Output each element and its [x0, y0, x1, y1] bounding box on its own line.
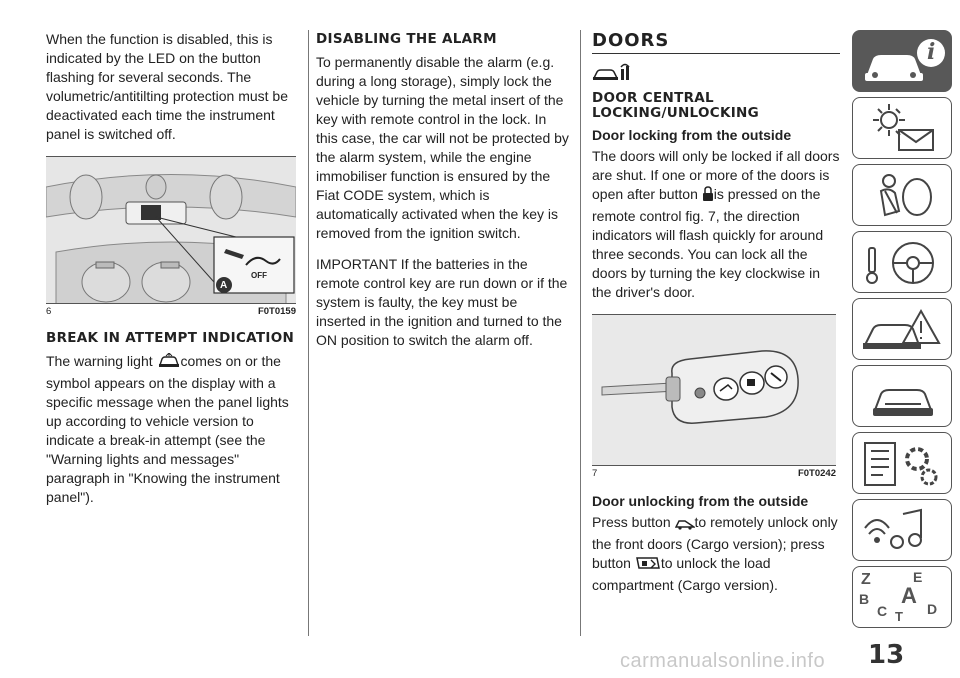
tab-index[interactable]	[852, 566, 952, 628]
technical-data-icon	[859, 437, 949, 491]
break-in-heading: BREAK IN ATTEMPT INDICATION	[46, 330, 295, 346]
figure-number: 6	[46, 306, 52, 317]
index-letter-z: Z	[861, 571, 871, 588]
figure-label-off: OFF	[251, 271, 267, 280]
figure-number: 7	[592, 468, 598, 479]
column-divider	[308, 30, 309, 636]
remote-key-illustration	[592, 315, 836, 466]
warning-lights-icon	[859, 102, 949, 156]
index-letter-a: A	[901, 583, 917, 608]
tab-maintenance[interactable]	[852, 365, 952, 427]
tab-knowing-your-car[interactable]	[852, 30, 952, 92]
figure-code: F0T0242	[797, 468, 836, 479]
locking-paragraph: The doors will only be locked if all doors are shut. If one or more of the doors is open after button is pressed on the remote control fig. 7, the direction indicators will flash quickly for around three seconds. You can lock all the doors by turning the key clockwise in the driver's door.	[592, 148, 840, 300]
lock-button-icon	[702, 186, 714, 207]
index-letter-d: D	[927, 601, 938, 617]
page-number: 13	[868, 640, 905, 670]
central-locking-heading: DOOR CENTRAL LOCKING/UNLOCKING	[592, 90, 760, 121]
section-title: DOORS	[592, 30, 840, 54]
car-info-icon	[859, 35, 949, 89]
column-2	[316, 30, 570, 362]
figure-6	[46, 156, 296, 304]
column-1	[46, 30, 296, 519]
maintenance-icon	[859, 370, 949, 424]
index-letter-e: E	[913, 569, 923, 585]
tab-starting-driving[interactable]	[852, 231, 952, 293]
load-compartment-unlock-icon	[635, 555, 661, 576]
safety-airbag-icon	[859, 169, 949, 223]
tab-safety[interactable]	[852, 164, 952, 226]
unlocking-outside-subheading: Door unlocking from the outside	[592, 493, 809, 509]
disabling-alarm-paragraph: To permanently disable the alarm (e.g. during a long storage), simply lock the vehicle by turning the metal insert of the key with remote control in the lock. In this case, the car will not be protected by the alarm system, while the engine immobiliser function is ensured by the Fiat CODE system, which is automatically activated when the key is removed from the ignition switch.	[316, 54, 569, 241]
watermark: carmanualsonline.info	[620, 650, 826, 672]
index-letter-b: B	[859, 591, 870, 607]
starting-driving-icon	[859, 236, 949, 290]
roof-console-illustration	[46, 157, 296, 304]
tab-multimedia[interactable]	[852, 499, 952, 561]
index-letter-t: T	[895, 609, 903, 624]
important-paragraph: IMPORTANT If the batteries in the remote control key are run down or if the system is faulty, the key must be inserted in the ignition and turned to the ON position to switch the alarm off.	[316, 256, 568, 348]
figure-code: F0T0159	[257, 306, 296, 317]
figure-7-caption	[592, 468, 836, 479]
disabling-alarm-heading: DISABLING THE ALARM	[316, 31, 497, 47]
figure-label-a: A	[220, 280, 228, 291]
intro-paragraph: When the function is disabled, this is indicated by the LED on the button flashing for several seconds. The volumetric/antitilting protection must be deactivated each time the instrument panel is switched off.	[46, 31, 288, 142]
figure-6-caption	[46, 306, 296, 317]
column-3	[592, 30, 840, 607]
emergency-icon	[859, 303, 949, 357]
info-letter: i	[927, 39, 936, 65]
break-in-paragraph: The warning light comes on or the symbol appears on the display with a specific message when the panel lights up according to vehicle version to indicate a break-in attempt (see the "Warning lights and messages" paragraph in "Knowing the instrument panel").	[46, 353, 289, 505]
tab-technical-data[interactable]	[852, 432, 952, 494]
tab-emergency[interactable]	[852, 298, 952, 360]
door-lock-symbol-icon	[592, 62, 840, 87]
index-letter-c: C	[877, 603, 888, 619]
alarm-warning-light-icon	[157, 353, 181, 374]
unlocking-paragraph: Press button to remotely unlock only the front doors (Cargo version); press button to unlock the load compartment (Cargo version).	[592, 514, 838, 593]
front-doors-unlock-icon	[675, 516, 695, 535]
column-divider	[580, 30, 581, 636]
locking-outside-subheading: Door locking from the outside	[592, 127, 792, 143]
figure-7	[592, 314, 836, 466]
multimedia-icon	[859, 504, 949, 558]
chapter-tabs	[852, 30, 960, 633]
tab-warning-lights[interactable]	[852, 97, 952, 159]
